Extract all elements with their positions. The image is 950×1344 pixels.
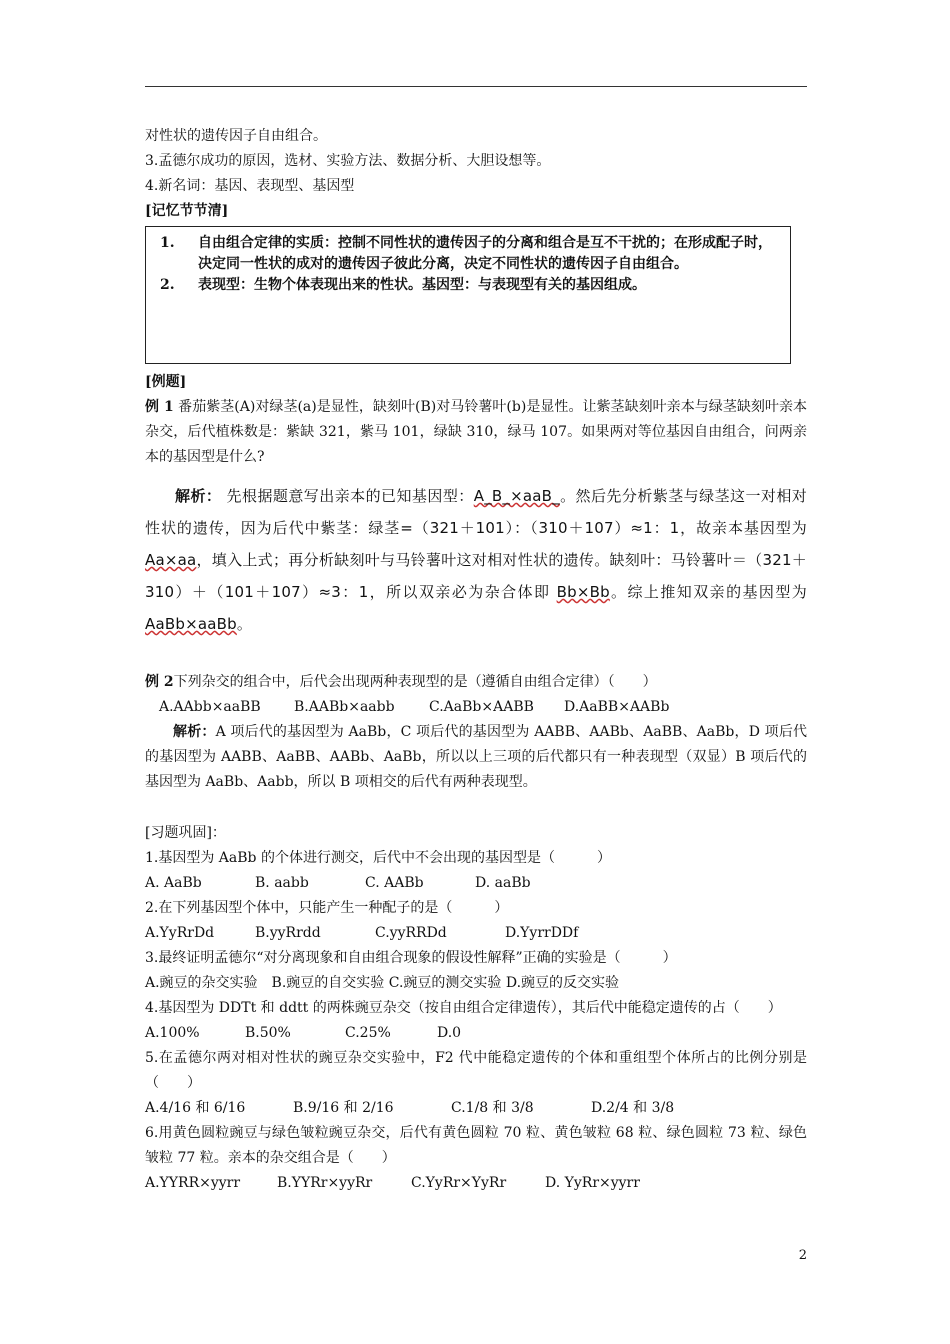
option: D.0 bbox=[437, 1025, 462, 1041]
option: C.1/8 和 3/8 bbox=[451, 1100, 534, 1116]
question-1-options bbox=[145, 871, 807, 896]
question-4-options bbox=[145, 1021, 807, 1046]
option: B.9/16 和 2/16 bbox=[293, 1100, 394, 1116]
analysis-label: 解析： bbox=[175, 487, 222, 505]
intro-line-1: 对性状的遗传因子自由组合。 bbox=[145, 128, 327, 144]
option: A.4/16 和 6/16 bbox=[145, 1100, 246, 1116]
examples-heading: [例题] bbox=[145, 374, 187, 390]
analysis-text: 。 bbox=[236, 615, 253, 633]
example-2 bbox=[145, 670, 807, 695]
example-1-text: 番茄紫茎(A)对绿茎(a)是显性，缺刻叶(B)对马铃薯叶(b)是显性。让紫茎缺刻叶亲本与绿茎缺刻叶亲本杂交，后代植株数是：紫缺 321，紫马 101，绿缺 310，绿马 107。如果两对等位基因自由组合，问两亲本的基因型是什么? bbox=[145, 399, 807, 465]
memory-item bbox=[156, 275, 780, 296]
option: C.AaBb×AABB bbox=[429, 699, 534, 715]
memory-item-number: 2. bbox=[160, 277, 175, 293]
analysis-text: A 项后代的基因型为 AaBb，C 项后代的基因型为 AABB、AABb、AaBB、AaBb，D 项后代的基因型为 AABB、AaBB、AABb、AaBb，所以以上三项的后代都只有一种表现型（双显）B 项后代的基因型为 AaBb、Aabb，所以 B 项相交的后代有两种表现型。 bbox=[145, 724, 808, 790]
option: A. AaBb bbox=[145, 875, 202, 891]
intro-line-3: 4.新名词：基因、表现型、基因型 bbox=[145, 178, 355, 194]
question-2: 2.在下列基因型个体中，只能产生一种配子的是（ ） bbox=[145, 900, 509, 916]
example-1-label: 例 1 bbox=[145, 399, 174, 415]
option: B. aabb bbox=[255, 875, 309, 891]
memory-item-text: 表现型：生物个体表现出来的性状。基因型：与表现型有关的基因组成。 bbox=[198, 277, 646, 293]
question-5: 5.在孟德尔两对相对性状的豌豆杂交实验中，F2 代中能稳定遗传的个体和重组型个体所占的比例分别是（ ） bbox=[145, 1050, 807, 1091]
question-1: 1.基因型为 AaBb 的个体进行测交，后代中不会出现的基因型是（ ） bbox=[145, 850, 611, 866]
header-rule bbox=[145, 86, 807, 87]
question-6: 6.用黄色圆粒豌豆与绿色皱粒豌豆杂交，后代有黄色圆粒 70 粒、黄色皱粒 68 粒、绿色圆粒 73 粒、绿色皱粒 77 粒。亲本的杂交组合是（ ） bbox=[145, 1125, 807, 1166]
memory-box bbox=[145, 226, 791, 364]
intro-line-2: 3.孟德尔成功的原因，选材、实验方法、数据分析、大胆设想等。 bbox=[145, 153, 551, 169]
option: B.YYRr×yyRr bbox=[277, 1175, 373, 1191]
analysis-text: 先根据题意写出亲本的已知基因型： bbox=[221, 487, 474, 505]
memory-heading: [记忆节节清] bbox=[145, 203, 229, 219]
option: D. YyRr×yyrr bbox=[545, 1175, 640, 1191]
option: B.AABb×aabb bbox=[294, 699, 395, 715]
example-2-label: 例 2 bbox=[145, 674, 174, 690]
analysis-text: ，填入上式；再分析缺刻叶与马铃薯叶这对相对性状的遗传。缺刻叶：马铃薯叶＝（321＋310）＋（101＋107）≈3：1，所以双亲必为杂合体即 bbox=[145, 551, 807, 601]
analysis-genotype: A_B_×aaB_ bbox=[473, 487, 560, 505]
option: B.yyRrdd bbox=[255, 925, 321, 941]
option: C.yyRRDd bbox=[375, 925, 447, 941]
option: A.YyRrDd bbox=[145, 925, 215, 941]
question-3: 3.最终证明孟德尔“对分离现象和自由组合现象的假设性解释”正确的实验是（ ） bbox=[145, 950, 677, 966]
option: A.100% bbox=[145, 1025, 200, 1041]
analysis-label: 解析： bbox=[173, 724, 216, 740]
analysis-genotype: Aa×aa bbox=[145, 551, 197, 569]
page-number: 2 bbox=[798, 1248, 807, 1263]
analysis-genotype: AaBb×aaBb bbox=[145, 615, 237, 633]
question-6-options bbox=[145, 1171, 807, 1196]
analysis-text: 。综上推知双亲的基因型为 bbox=[609, 583, 807, 601]
option: D. aaBb bbox=[475, 875, 531, 891]
example-2-options bbox=[145, 695, 807, 720]
question-2-options bbox=[145, 921, 807, 946]
question-3-options: A.豌豆的杂交实验 B.豌豆的自交实验 C.豌豆的测交实验 D.豌豆的反交实验 bbox=[145, 975, 620, 991]
question-5-options bbox=[145, 1096, 807, 1121]
option: A.YYRR×yyrr bbox=[145, 1175, 241, 1191]
option: D.YyrrDDf bbox=[505, 925, 579, 941]
exercises-heading: [习题巩固]： bbox=[145, 825, 226, 841]
option: C.YyRr×YyRr bbox=[411, 1175, 507, 1191]
example-2-text: 下列杂交的组合中，后代会出现两种表现型的是（遵循自由组合定律）（ ） bbox=[173, 674, 657, 690]
option: C. AABb bbox=[365, 875, 424, 891]
example-2-analysis bbox=[145, 720, 807, 795]
option: A.AAbb×aaBB bbox=[159, 699, 261, 715]
option: D.2/4 和 3/8 bbox=[591, 1100, 675, 1116]
document-body bbox=[145, 124, 807, 1196]
question-4: 4.基因型为 DDTt 和 ddtt 的两株豌豆杂交（按自由组合定律遗传），其后代中能稳定遗传的占（ ） bbox=[145, 1000, 782, 1016]
example-1 bbox=[145, 395, 807, 470]
option: D.AaBB×AABb bbox=[564, 699, 670, 715]
memory-item-number: 1. bbox=[160, 235, 175, 251]
memory-item-text: 自由组合定律的实质：控制不同性状的遗传因子的分离和组合是互不干扰的；在形成配子时，决定同一性状的成对的遗传因子彼此分离，决定不同性状的遗传因子自由组合。 bbox=[198, 235, 772, 272]
analysis-text: 。然后先分析紫茎与绿茎这一对相对性状的遗传，因为后代中紫茎：绿茎=（321＋101）：（310＋107）≈1：1，故亲本基因型为 bbox=[145, 487, 808, 537]
option: C.25% bbox=[345, 1025, 391, 1041]
analysis-genotype: Bb×Bb bbox=[556, 583, 610, 601]
example-1-analysis bbox=[145, 480, 807, 640]
memory-item bbox=[156, 233, 780, 275]
option: B.50% bbox=[245, 1025, 291, 1041]
